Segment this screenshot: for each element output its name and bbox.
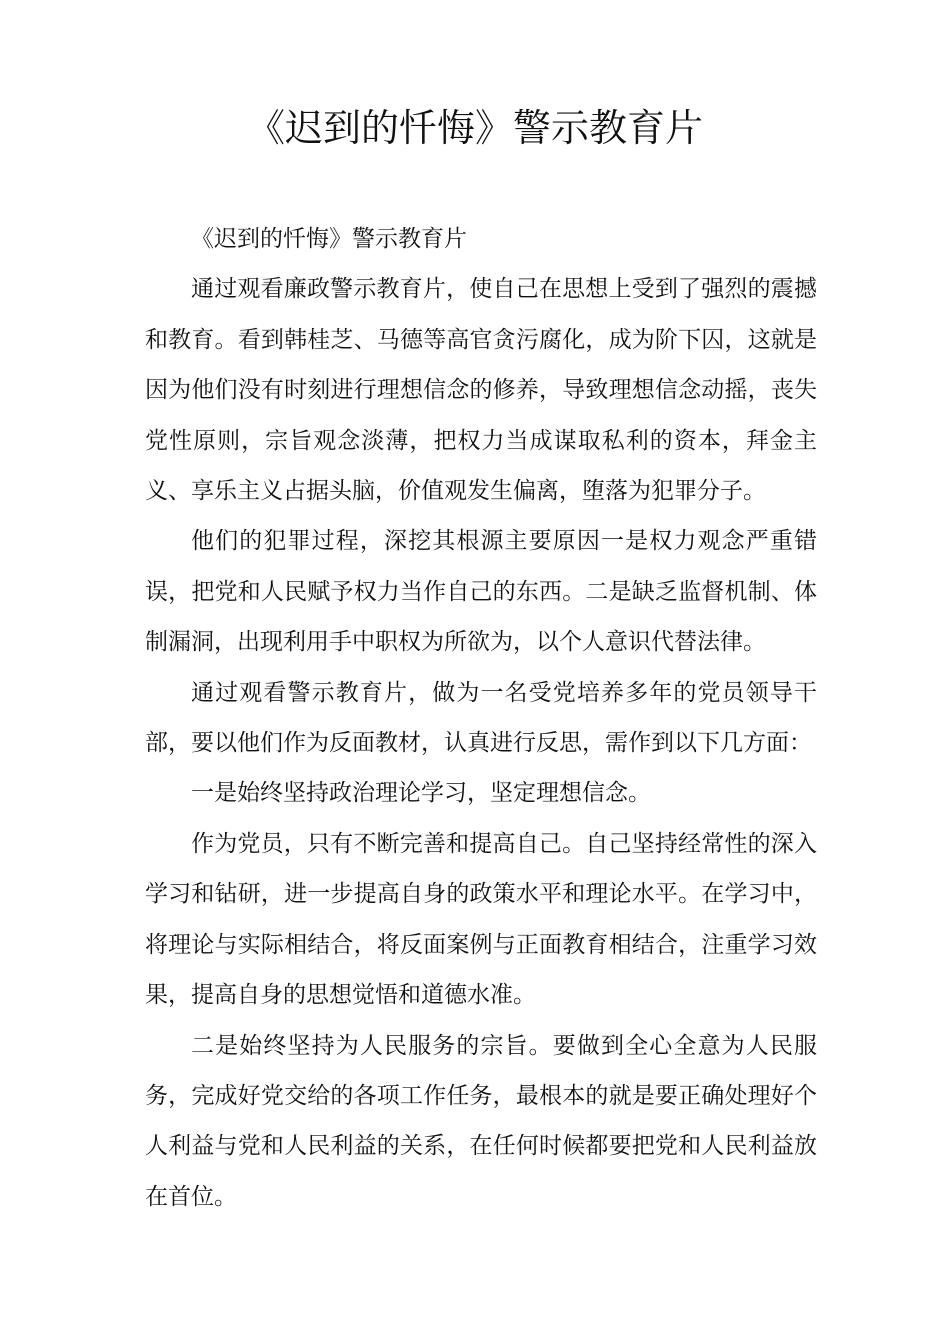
paragraph-lessons-intro: 通过观看警示教育片，做为一名受党培养多年的党员领导干部，要以他们作为反面教材，认真进行反思，需作到以下几方面： [145, 679, 817, 757]
paragraph-point-one-detail: 作为党员，只有不断完善和提高自己。自己坚持经常性的深入学习和钻研，进一步提高自身的政策水平和理论水平。在学习中，将理论与实际相结合，将反面案例与正面教育相结合，注重学习效果，提高自身的思想觉悟和道德水准。 [145, 830, 817, 1009]
document-title: 《迟到的忏悔》警示教育片 [246, 106, 703, 150]
paragraph-point-one: 一是始终坚持政治理论学习，坚定理想信念。 [191, 780, 651, 807]
paragraph-point-two: 二是始终坚持为人民服务的宗旨。要做到全心全意为人民服务，完成好党交给的各项工作任务，最根本的就是要正确处理好个人利益与党和人民利益的关系，在任何时候都要把党和人民利益放在首位。 [145, 1032, 817, 1210]
paragraph-subtitle: 《迟到的忏悔》警示教育片 [191, 226, 467, 252]
document-body [145, 214, 817, 1222]
paragraph-root-causes: 他们的犯罪过程，深挖其根源主要原因一是权力观念严重错误，把党和人民赋予权力当作自己的东西。二是缺乏监督机制、体制漏洞，出现利用手中职权为所欲为，以个人意识代替法律。 [145, 528, 817, 656]
paragraph-reflection-intro: 通过观看廉政警示教育片，使自己在思想上受到了强烈的震撼和教育。看到韩桂芝、马德等高官贪污腐化，成为阶下囚，这就是因为他们没有时刻进行理想信念的修养，导致理想信念动摇，丧失党性原则，宗旨观念淡薄，把权力当成谋取私利的资本，拜金主义、享乐主义占据头脑，价值观发生偏离，堕落为犯罪分子。 [145, 276, 817, 505]
